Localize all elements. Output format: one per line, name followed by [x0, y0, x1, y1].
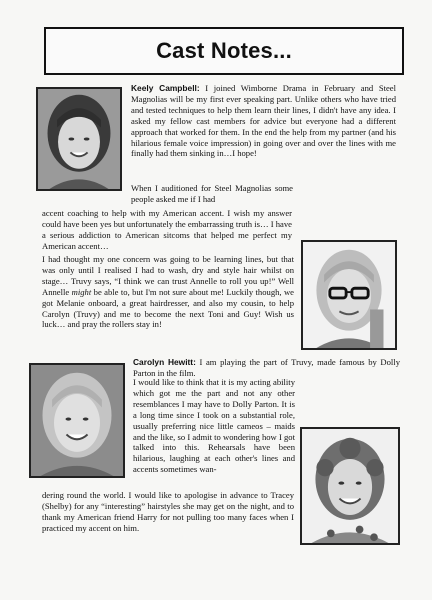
page-title: Cast Notes...	[156, 38, 292, 63]
carolyn-photo	[29, 363, 125, 478]
carolyn-intro	[133, 357, 400, 379]
keely-intro-text: I joined Wimborne Drama in February and Steel Magnolias will be my first ever speaking part. Unlike others who have tried and tested techniques to help them learn their lines, I didn't have any idea. I asked my fellow cast members for advice but everyone had a different approach that worked for them. In the end the help from my partner (and his hilarious female voice impression) in going over and over the lines with me finally had them sinking in…I hope!	[131, 83, 396, 159]
keely-para3	[42, 254, 294, 330]
keely-para3-a: I had thought my one concern was going to be learning lines, but that was only until I realised I had to wash, dry and style hair whilst on stage… Truvy says, “I think we can trust Annelle to roll you up!” Well Annelle	[42, 254, 294, 297]
keely-intro	[131, 83, 396, 159]
carolyn-para-mid: I would like to think that it is my acting ability which got me the part and not any other resemblances I may have to Dolly Parton. It is a long time since I took on a substantial role, usually preferring nice little cameos – maids and the like, so I admit to wondering how I got talked into this. Rehearsals have been hilarious, laughing at each other's lines and accents sometimes wan-	[133, 377, 295, 475]
carolyn-intro-text: I am playing the part of Truvy, made famous by Dolly Parton in the film.	[133, 357, 400, 378]
keely-name: Keely Campbell:	[131, 83, 200, 93]
carolyn-para-end: dering round the world. I would like to apologise in advance to Tracey (Shelby) for any “interesting” hairstyles she may get on the night, and to thank my American friend Harry for not pulling too many faces when I practiced my accent on him.	[42, 490, 294, 533]
keely-para3-b: be able to, but I'm not sure about me! Luckily though, we got Melanie onboard, a great hairdresser, and also my cousin, to help Carolyn (Truvy) and me to become the next Toni and Guy! Wish us luck… and pray the rollers stay in!	[42, 286, 294, 330]
keely-para2-rest: accent coaching to help with my American accent. I wish my answer could have been yes but unfortunately the embarrassing truth is… I have a serious addiction to American sitcoms that helped me perfect my American accent…	[42, 208, 292, 251]
curly-hair-woman-photo	[300, 427, 400, 545]
carolyn-name: Carolyn Hewitt:	[133, 357, 196, 367]
glasses-woman-photo	[301, 240, 397, 350]
keely-para3-emphasis: might	[71, 286, 92, 297]
keely-photo	[36, 87, 122, 191]
keely-para2-start: When I auditioned for Steel Magnolias some people asked me if I had	[131, 183, 293, 204]
title-box	[44, 27, 404, 75]
